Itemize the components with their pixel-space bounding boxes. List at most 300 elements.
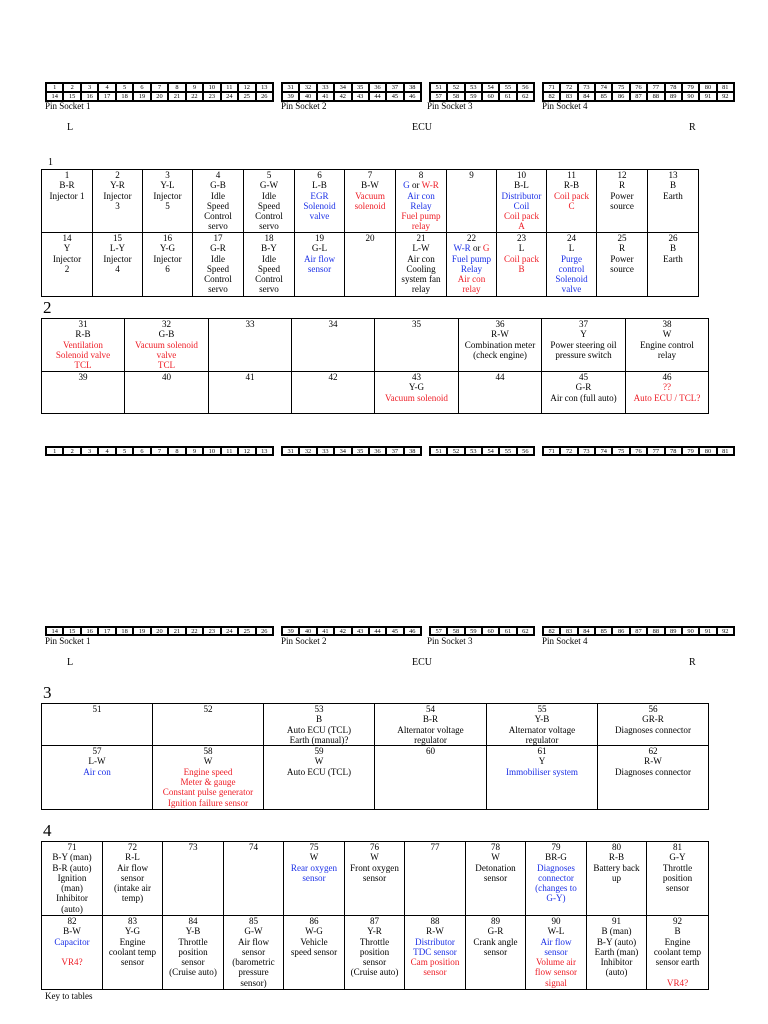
pin-21: 21: [168, 627, 185, 635]
pin-function: Throttle: [178, 936, 208, 947]
pin-24: 24: [221, 627, 238, 635]
pin-function: Solenoid: [555, 274, 588, 285]
pin-13: 13: [256, 447, 273, 455]
pin-number: 19: [314, 233, 325, 243]
pin-cell: [295, 233, 345, 297]
pin-function: Air flow: [303, 253, 336, 264]
pin-function: Cam position: [410, 957, 460, 968]
pin-socket-3-bottom-row: [429, 626, 535, 636]
pin-function: Diagnoses connector: [614, 766, 691, 777]
pin-function: temp): [121, 893, 144, 904]
pin-function: valve: [561, 284, 582, 295]
socket-label-4: Pin Socket 4: [542, 101, 588, 111]
pin-number: 44: [495, 372, 505, 382]
pin-12: 12: [238, 83, 255, 92]
pin-number: 21: [416, 233, 426, 243]
pin-cell: [396, 170, 447, 233]
pin-80: 80: [699, 83, 716, 92]
pin-59: 59: [465, 92, 482, 101]
pin-number: 84: [188, 916, 198, 926]
wire-colour: G-Y: [669, 852, 686, 863]
pin-cell: [526, 916, 587, 990]
pin-function: Injector: [103, 190, 132, 201]
pin-function: relay: [462, 284, 481, 295]
pin-function: Speed: [257, 200, 281, 211]
pin-82: 82: [543, 627, 560, 635]
pin-61: 61: [499, 92, 516, 101]
pin-85: 85: [595, 92, 612, 101]
pin-9: 9: [186, 447, 203, 455]
pin-51: 51: [430, 83, 447, 92]
pin-34: 34: [334, 83, 351, 92]
pin-2: 2: [63, 447, 80, 455]
pin-function: Control: [255, 211, 283, 222]
pin-function: system fan: [401, 274, 441, 285]
connector-strip-middle-top: [45, 446, 735, 456]
pin-function: 6: [165, 263, 170, 274]
pin-number: 2: [115, 170, 120, 180]
pin-73: 73: [578, 447, 595, 455]
pin-function: Engine speed: [183, 766, 233, 777]
pin-92: 92: [717, 92, 734, 101]
pin-cell: [405, 916, 466, 990]
pin-function: Throttle: [662, 862, 693, 873]
pin-function: Earth (man): [594, 946, 639, 957]
wire-colour: R-W: [491, 329, 509, 340]
pin-15: 15: [63, 92, 80, 101]
socket-label-3-lower: Pin Socket 3: [427, 636, 473, 646]
pin-function: Injector: [153, 190, 182, 201]
pin-16: 16: [81, 92, 98, 101]
orientation-ecu: ECU: [412, 122, 432, 133]
pin-function: Air flow: [540, 936, 572, 947]
pin-16: 16: [81, 627, 98, 635]
pin-socket-1-bottom-row: [45, 626, 274, 636]
wire-colour: Y-G: [124, 926, 141, 937]
pin-6: 6: [133, 83, 150, 92]
text-segment: W-R: [453, 243, 471, 254]
pin-8: 8: [168, 447, 185, 455]
section-number-1: 1: [48, 157, 53, 168]
pin-function: Air flow: [237, 936, 270, 947]
pin-number: 20: [365, 233, 375, 243]
pin-number: 53: [314, 704, 324, 714]
pin-71: 71: [543, 83, 560, 92]
pin-number: 57: [92, 746, 102, 757]
key-to-tables: Key to tables: [45, 991, 93, 1001]
pin-cell: [626, 372, 709, 414]
pin-function: Distributor: [501, 190, 542, 201]
pin-cell: [447, 170, 497, 233]
pin-4: 4: [98, 447, 115, 455]
pin-cell: [209, 372, 292, 414]
wire-colour: G-W: [259, 180, 279, 191]
pin-function: up: [611, 872, 622, 883]
pin-function: Engine control: [640, 339, 694, 350]
pin-89: 89: [665, 627, 682, 635]
wire-colour: R-W: [426, 926, 444, 937]
pin-function: sensor earth: [655, 957, 700, 968]
pin-function: Coil pack: [553, 190, 590, 201]
pin-function: Control: [204, 274, 232, 285]
pin-cell: [244, 233, 295, 297]
pin-function: EGR: [310, 190, 329, 201]
pin-function: Meter & gauge: [180, 777, 236, 788]
pin-function: Air con: [83, 766, 111, 777]
pin-function: Cooling: [406, 263, 436, 274]
pin-socket-4-bottom-row: [542, 626, 735, 636]
pin-cell: [284, 916, 345, 990]
pin-function: (barometric: [232, 957, 275, 968]
pin-number: 74: [248, 842, 259, 852]
wire-colour: [397, 180, 445, 190]
pin-number: 62: [648, 746, 658, 757]
pin-cell: [153, 746, 264, 810]
pin-72: 72: [560, 83, 577, 92]
pin-cell: [103, 842, 163, 916]
pin-function: 3: [115, 200, 120, 211]
pin-cell: [295, 170, 345, 233]
pin-number: 36: [495, 319, 505, 329]
pin-function: valve: [156, 349, 177, 360]
wire-colour: L-Y: [109, 243, 126, 254]
wire-colour: Y-B: [534, 714, 550, 725]
pin-cell: [597, 170, 648, 233]
pin-function: control: [558, 263, 585, 274]
pin-3: 3: [81, 447, 98, 455]
pin-22: 22: [186, 92, 203, 101]
wire-colour: W-L: [547, 926, 565, 937]
pin-function: Speed: [206, 263, 230, 274]
pin-40: 40: [299, 92, 316, 101]
pin-number: 61: [537, 746, 547, 757]
pin-1: 1: [46, 83, 63, 92]
pin-function: VR4?: [666, 977, 689, 988]
pin-number: 80: [611, 842, 622, 852]
pin-cell: [42, 233, 93, 297]
pin-function: (auto): [61, 903, 83, 914]
pin-table-2: [41, 318, 709, 414]
pin-25: 25: [238, 92, 255, 101]
wire-colour: Y-L: [160, 180, 175, 191]
pin-14: 14: [46, 627, 63, 635]
wire-colour: Y: [538, 756, 546, 767]
pin-function: Speed: [257, 263, 281, 274]
socket-label-3: Pin Socket 3: [427, 101, 473, 111]
wire-colour: W: [309, 852, 319, 863]
pin-function: B-R (auto): [52, 862, 92, 873]
pin-cell: [587, 916, 647, 990]
pin-function: source: [610, 263, 634, 274]
pin-function: relay: [411, 284, 431, 295]
pin-5: 5: [116, 83, 133, 92]
pin-function: coolant temp: [108, 946, 157, 957]
pin-function: Relay: [410, 200, 432, 211]
wire-colour: GR-R: [642, 714, 664, 725]
orientation-left: L: [67, 122, 74, 133]
pin-function: sensor: [362, 872, 387, 883]
pin-53: 53: [465, 447, 482, 455]
pin-number: 82: [67, 916, 77, 926]
pin-function: sensor): [240, 977, 267, 988]
pin-cell: [396, 233, 447, 297]
pin-31: 31: [282, 83, 299, 92]
pin-40: 40: [299, 627, 316, 635]
pin-function: position: [178, 946, 208, 957]
pin-function: Speed: [206, 200, 230, 211]
pin-socket-1-top-row: [45, 446, 274, 456]
pin-function: Vacuum solenoid: [135, 339, 198, 350]
pin-8: 8: [168, 83, 185, 92]
wire-colour: Y-R: [110, 180, 125, 191]
pin-socket-3: [429, 82, 535, 102]
pin-function: Earth: [663, 190, 683, 201]
pin-36: 36: [369, 83, 386, 92]
pin-number: 23: [516, 233, 527, 243]
pin-26: 26: [256, 92, 273, 101]
pin-number: 52: [203, 704, 213, 714]
pin-function: Rear oxygen: [290, 862, 338, 873]
pin-function: Relay: [460, 263, 483, 274]
pin-cell: [648, 170, 699, 233]
pin-44: 44: [369, 92, 386, 101]
pin-function: Purge: [560, 253, 583, 264]
pin-91: 91: [699, 92, 716, 101]
pin-20: 20: [151, 92, 168, 101]
socket-label-2-lower: Pin Socket 2: [281, 636, 327, 646]
pin-84: 84: [578, 92, 595, 101]
pin-number: 85: [248, 916, 259, 926]
section-number-3: 3: [43, 683, 52, 702]
pin-cell: [264, 704, 375, 746]
pin-function: C: [568, 200, 575, 211]
pin-59: 59: [465, 627, 482, 635]
pin-number: 54: [425, 704, 436, 714]
pin-number: 3: [165, 170, 170, 180]
pin-cell: [193, 233, 244, 297]
pin-function: Idle: [210, 253, 226, 264]
pin-13: 13: [256, 83, 273, 92]
pin-25: 25: [238, 627, 255, 635]
pin-socket-1: [45, 82, 274, 102]
pin-cell: [42, 372, 125, 414]
pin-number: 71: [67, 842, 77, 852]
wire-colour: B-Y (man): [52, 852, 92, 863]
pin-56: 56: [517, 447, 534, 455]
wire-colour: R-B: [75, 329, 91, 340]
pin-socket-2-top-row: [281, 446, 422, 456]
pin-function: pressure: [238, 967, 269, 978]
pin-function: Diagnoses connector: [614, 724, 691, 735]
pin-number: 37: [578, 319, 589, 329]
text-segment: G: [403, 180, 410, 191]
pin-41: 41: [317, 92, 334, 101]
pin-function: Front oxygen: [350, 862, 399, 873]
pin-cell: [209, 319, 292, 372]
pin-function: Vehicle: [300, 936, 328, 947]
pin-89: 89: [665, 92, 682, 101]
pin-number: 77: [430, 842, 440, 852]
pin-3: 3: [81, 83, 98, 92]
pin-function: Ventilation: [63, 339, 103, 350]
pin-54: 54: [482, 83, 499, 92]
pin-function: Injector: [153, 253, 182, 264]
pin-function: Idle: [261, 253, 277, 264]
pin-function: Ignition: [57, 872, 87, 883]
pin-35: 35: [352, 447, 369, 455]
pin-60: 60: [482, 92, 499, 101]
pin-number: 75: [309, 842, 319, 852]
pin-function: Power: [610, 190, 634, 201]
pin-function: connector: [538, 872, 574, 883]
pin-function: sensor: [483, 872, 508, 883]
pin-number: 1: [64, 170, 70, 180]
pin-60: 60: [482, 627, 499, 635]
pin-6: 6: [133, 447, 150, 455]
pin-76: 76: [630, 447, 647, 455]
pin-function: sensor: [120, 957, 145, 968]
pin-71: 71: [543, 447, 560, 455]
pin-function: Solenoid: [303, 200, 336, 211]
pin-number: 92: [672, 916, 683, 926]
pin-cell: [153, 704, 264, 746]
pin-function: Idle: [210, 190, 226, 201]
pin-function: Injector: [103, 253, 132, 264]
pin-17: 17: [98, 627, 115, 635]
pin-number: 4: [215, 170, 221, 180]
pin-function: TCL: [74, 360, 92, 371]
pin-cell: [497, 170, 547, 233]
pin-number: 5: [266, 170, 272, 180]
pin-socket-3-top-row: [429, 446, 535, 456]
pin-number: 46: [662, 372, 672, 382]
pin-number: 88: [430, 916, 440, 926]
pin-cell: [375, 319, 459, 372]
pin-function: Control: [255, 274, 283, 285]
pin-function: Air con (full auto): [550, 392, 617, 403]
pin-52: 52: [447, 83, 464, 92]
pin-86: 86: [612, 627, 629, 635]
pin-cell: [42, 746, 153, 810]
pin-44: 44: [369, 627, 386, 635]
connector-strip-top: [45, 82, 735, 102]
pin-cell: [375, 704, 487, 746]
wire-colour: B: [669, 243, 677, 254]
pin-function: Air con: [407, 190, 435, 201]
wire-colour: Y-G: [159, 243, 176, 254]
pin-cell: [375, 372, 459, 414]
pin-77: 77: [647, 447, 664, 455]
pin-43: 43: [352, 92, 369, 101]
wire-colour: W-G: [305, 926, 323, 937]
pin-cell: [345, 170, 396, 233]
pin-39: 39: [282, 92, 299, 101]
pin-cell: [125, 372, 209, 414]
pin-number: 91: [611, 916, 622, 926]
pin-socket-2-bottom-row: [281, 626, 422, 636]
pin-function: relay: [411, 221, 431, 232]
section-number-2: 2: [43, 298, 52, 317]
pin-19: 19: [133, 627, 150, 635]
pin-function: B-Y (auto): [596, 936, 637, 947]
pin-function: 4: [115, 263, 120, 274]
pin-function: sensor: [362, 957, 387, 968]
pin-cell: [42, 842, 103, 916]
wire-colour: B-Y: [261, 243, 277, 254]
text-segment: W-R: [421, 180, 439, 191]
pin-function: Fuel pump: [401, 211, 441, 222]
pin-80: 80: [699, 447, 716, 455]
pin-78: 78: [665, 447, 682, 455]
pin-77: 77: [647, 83, 664, 92]
pin-42: 42: [334, 627, 351, 635]
pin-cell: [143, 170, 193, 233]
pin-86: 86: [612, 92, 629, 101]
pin-number: 42: [328, 372, 338, 382]
pin-cell: [224, 916, 284, 990]
wire-colour: G-R: [487, 926, 504, 937]
pin-number: 11: [567, 170, 576, 180]
wire-colour: W: [314, 756, 324, 767]
pin-function: Injector 1: [49, 190, 85, 201]
wire-colour: W: [491, 852, 500, 863]
pin-32: 32: [299, 83, 316, 92]
pin-function: regulator: [414, 734, 447, 745]
socket-label-1: Pin Socket 1: [45, 101, 91, 111]
pin-function: Crank angle: [473, 936, 518, 947]
pin-function: servo: [208, 221, 228, 232]
pin-function: servo: [259, 221, 279, 232]
pin-function: Idle: [261, 190, 277, 201]
pin-function: Volume air: [536, 957, 576, 968]
pin-number: 60: [425, 746, 436, 757]
pin-function: Air con: [407, 253, 435, 264]
text-segment: or: [470, 243, 483, 254]
pin-function: sensor: [120, 872, 145, 883]
pin-87: 87: [630, 92, 647, 101]
pin-76: 76: [630, 83, 647, 92]
pin-cell: [598, 704, 709, 746]
pin-92: 92: [717, 627, 734, 635]
pin-79: 79: [682, 83, 699, 92]
pin-cell: [93, 170, 143, 233]
pin-function: Ignition failure sensor: [167, 797, 249, 808]
pin-cell: [459, 319, 542, 372]
pin-function: [648, 967, 707, 977]
pin-91: 91: [699, 627, 716, 635]
pin-number: 6: [317, 170, 322, 180]
pin-number: 18: [264, 233, 274, 243]
pin-socket-4-top-row: [542, 446, 735, 456]
pin-socket-2: [281, 82, 422, 102]
pin-number: 90: [551, 916, 561, 926]
pin-cell: [542, 319, 626, 372]
pin-number: 89: [490, 916, 501, 926]
pin-socket-4: [542, 82, 735, 102]
pin-number: 51: [92, 704, 102, 714]
pin-number: 32: [161, 319, 172, 329]
pin-table-4: [41, 841, 709, 990]
pin-52: 52: [447, 447, 464, 455]
pin-21: 21: [168, 92, 185, 101]
pin-cell: [224, 842, 284, 916]
pin-function: Battery back: [593, 862, 640, 873]
pin-function: Diagnoses: [537, 862, 575, 873]
pin-function: position: [359, 946, 390, 957]
pin-function: sensor: [307, 263, 332, 274]
wire-colour: R-W: [644, 756, 662, 767]
pin-cell: [405, 842, 466, 916]
